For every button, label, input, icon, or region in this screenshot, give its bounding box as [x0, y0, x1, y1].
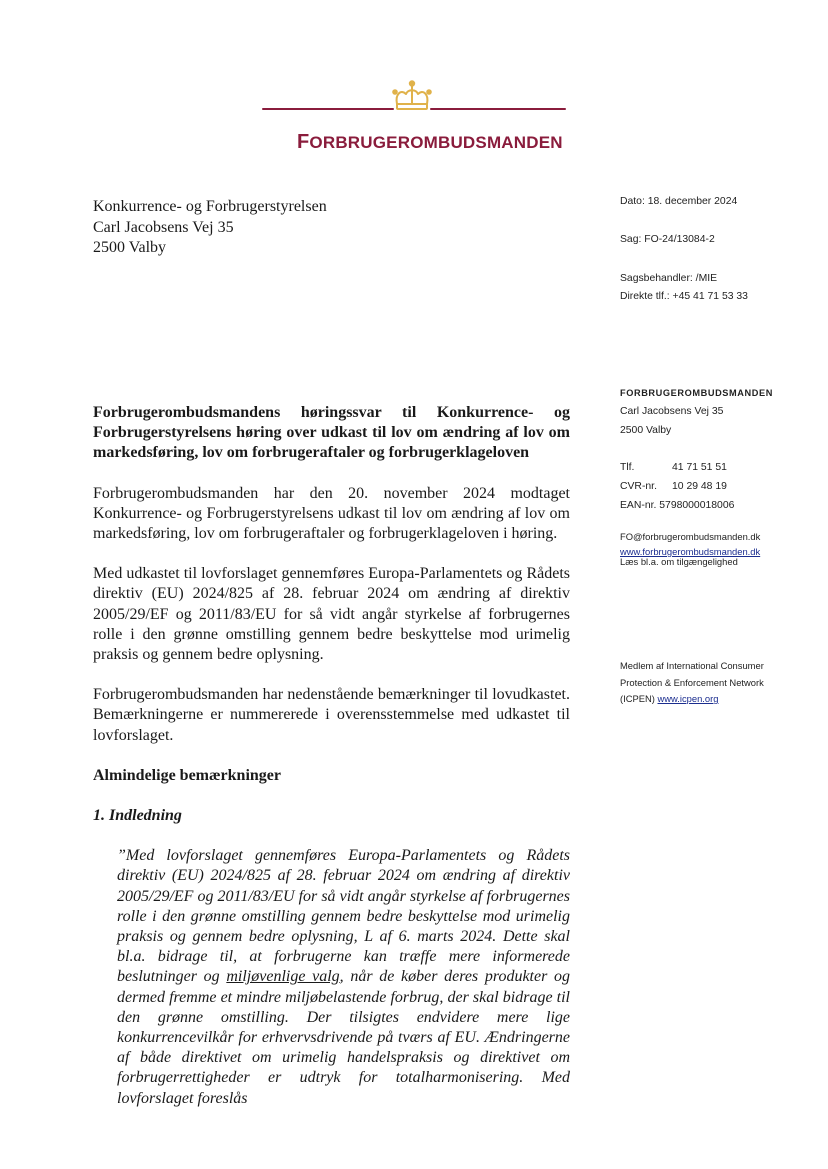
tlf-value: 41 71 51 51	[672, 462, 727, 473]
icpen-line-3	[620, 693, 718, 704]
paragraph-1: Forbrugerombudsmanden har den 20. november 2024 modtaget Konkurrence- og Forbrugerstyrelsens udkast til lov om ændring af lov om markedsføring, lov om forbrugeraftaler og forbrugerklageloven i høring.	[93, 484, 570, 543]
cvr-value: 10 29 48 19	[672, 481, 727, 492]
sender-email[interactable]: FO@forbrugerombudsmanden.dk	[620, 531, 761, 542]
sender-org: FORBRUGEROMBUDSMANDEN	[620, 388, 773, 398]
tlf-label: Tlf.	[620, 462, 635, 473]
recipient-address	[93, 197, 327, 259]
letterhead-rule-left	[262, 108, 394, 110]
case-handler: Sagsbehandler: /MIE	[620, 273, 718, 284]
case-number: Sag: FO-24/13084-2	[620, 234, 715, 245]
letterhead-logo	[0, 0, 828, 160]
paragraph-2: Med udkastet til lovforslaget gennemføres Europa-Parlamentets og Rådets direktiv (EU) 2024/825 af 28. februar 2024 om ændring af direktiv 2005/29/EF og 2011/83/EU for så vidt angår styrkelse af forbrugernes rolle i den grønne omstilling gennem bedre beskyttelse mod urimelig praksis og gennem bedre oplysning.	[93, 565, 570, 664]
crown-icon	[391, 80, 433, 114]
sender-city: 2500 Valby	[620, 425, 672, 436]
sender-phone	[620, 462, 727, 473]
letter-body	[93, 403, 570, 1109]
subsection-heading: 1. Indledning	[93, 807, 182, 825]
icpen-line-2: Protection & Enforcement Network	[620, 677, 764, 688]
icpen-prefix: (ICPEN)	[620, 693, 658, 704]
accessibility-note: Læs bl.a. om tilgængelighed	[620, 556, 738, 567]
recipient-line: Carl Jacobsens Vej 35	[93, 218, 234, 236]
brand-wordmark: FORBRUGEROMBUDSMANDEN	[297, 131, 563, 153]
section-heading: Almindelige bemærkninger	[93, 766, 281, 784]
quote-text-a: ”Med lovforslaget gennemføres Europa-Parlamentets og Rådets direktiv (EU) 2024/825 af 28. februar 2024 om ændring af direktiv 2005/29/EF og 2011/83/EU for så vidt angår styrkelse af forbrugernes rolle i den grønne omstilling gennem bedre beskyttelse mod urimelig praksis og gennem bedre oplysning, L af 6. marts 2024. Dette skal bl.a. bidrage til, at forbrugerne kan træffe mere informerede beslutninger og	[117, 847, 570, 986]
website-link[interactable]: www.forbrugerombudsmanden.dk	[620, 546, 761, 557]
sender-ean: EAN-nr. 5798000018006	[620, 500, 735, 511]
letterhead-rule-right	[430, 108, 566, 110]
quoted-passage	[117, 846, 570, 1109]
paragraph-3: Forbrugerombudsmanden har nedenstående bemærkninger til lovudkastet. Bemærkningerne er nummererede i overensstemmelse med udkastet til lovforslaget.	[93, 686, 570, 744]
cvr-label: CVR-nr.	[620, 481, 657, 492]
quote-underlined: miljøvenlige valg	[226, 968, 340, 986]
letter-date: Dato: 18. december 2024	[620, 196, 738, 207]
sender-cvr	[620, 481, 727, 492]
quote-text-b: , når de køber deres produkter og dermed fremme et mindre miljøbelastende forbrug, der skal bidrage til den grønne omstilling. Der tilsigtes endvidere mere lige konkurrencevilkår for erhvervsdrivende på tværs af EU. Ændringerne af både direktivet om urimelig handelspraksis og direktivet om forbrugerrettigheder er udtryk for totalharmonisering. Med lovforslaget foreslås	[117, 968, 571, 1107]
recipient-line: 2500 Valby	[93, 239, 167, 256]
icpen-link[interactable]: www.icpen.org	[657, 693, 719, 704]
direct-phone: Direkte tlf.: +45 41 71 53 33	[620, 291, 748, 302]
sender-street: Carl Jacobsens Vej 35	[620, 406, 724, 417]
recipient-line: Konkurrence- og Forbrugerstyrelsen	[93, 198, 327, 215]
subject-heading: Forbrugerombudsmandens høringssvar til Konkurrence- og Forbrugerstyrelsens høring over udkast til lov om ændring af lov om markedsføring, lov om forbrugeraftaler og forbrugerklageloven	[93, 404, 570, 462]
icpen-line-1: Medlem af International Consumer	[620, 660, 764, 671]
